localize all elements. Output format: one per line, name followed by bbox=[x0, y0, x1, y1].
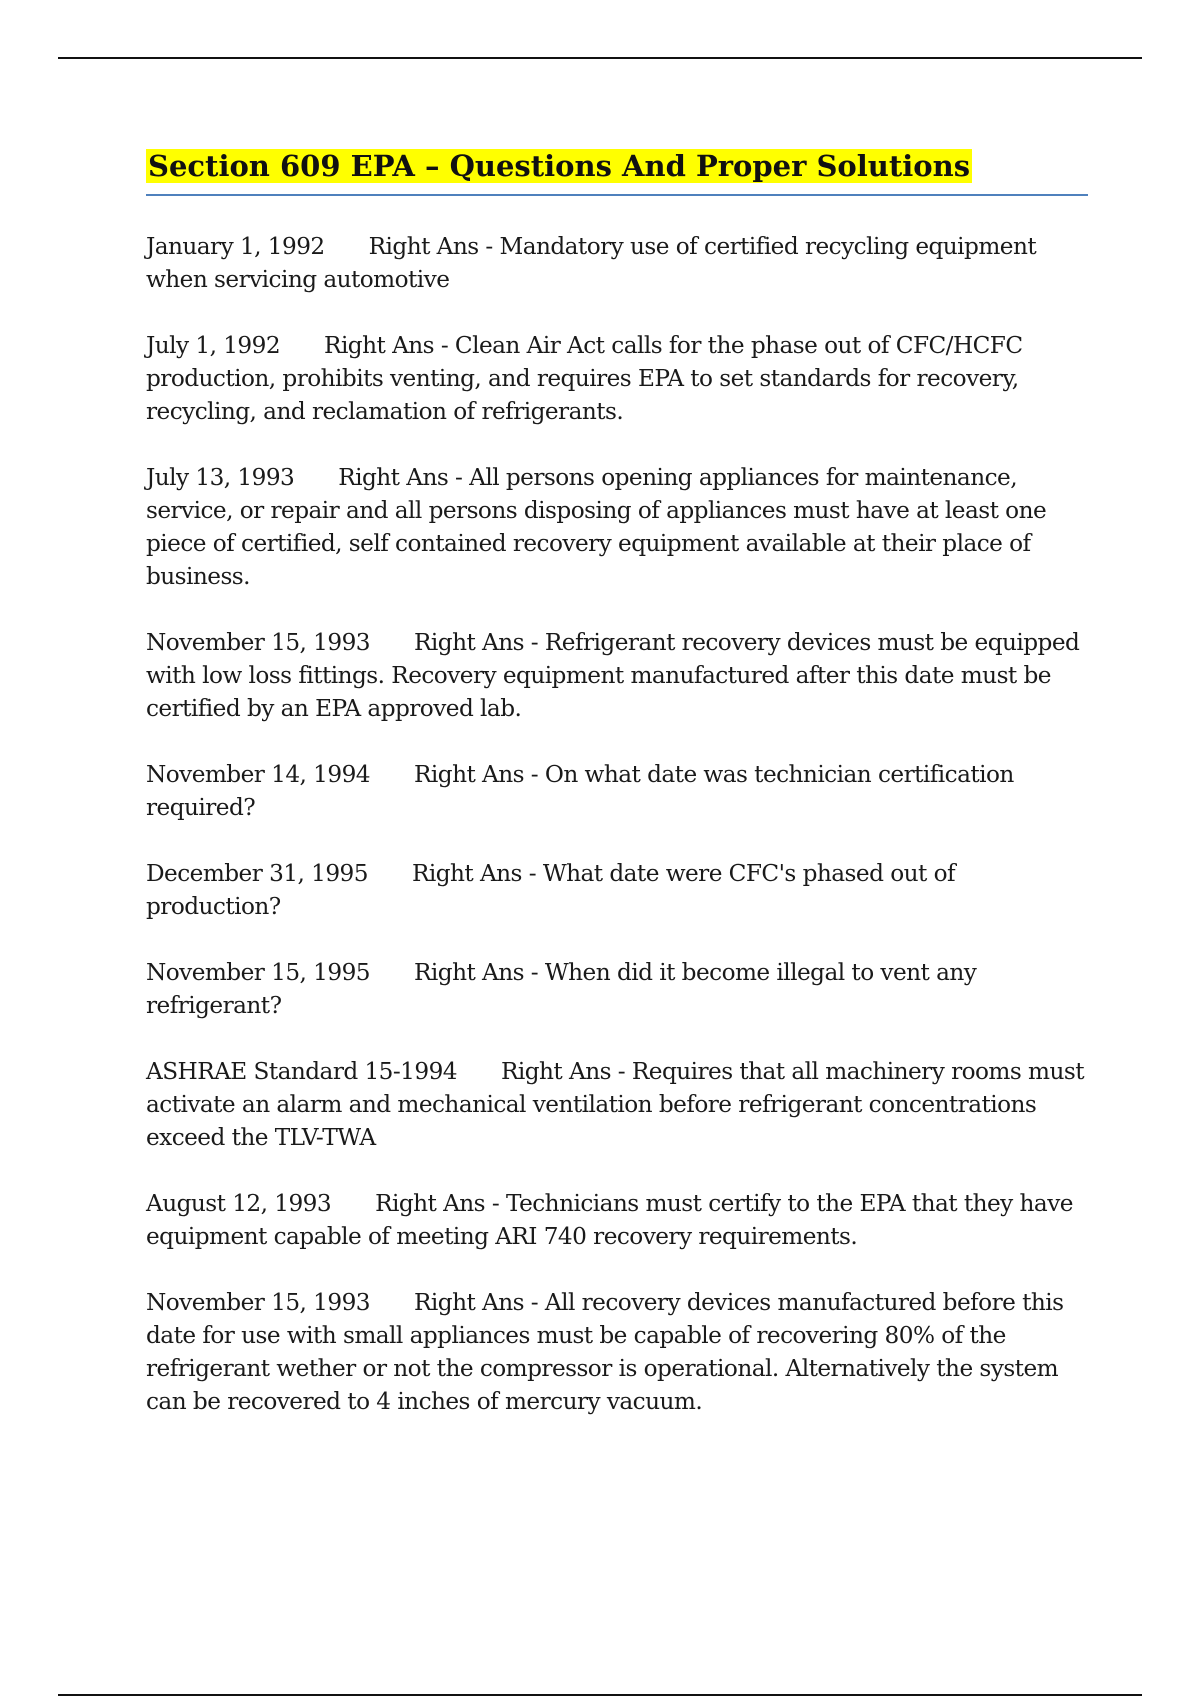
answer-text: Right Ans - Technicians must certify to the EPA that they have equipment capable of meeting ARI 740 recovery requirements. bbox=[146, 1190, 1073, 1250]
answer-text: Right Ans - Refrigerant recovery devices must be equipped with low loss fittings. Recovery equipment manufactured after this date must be certified by an EPA approved lab. bbox=[146, 629, 1080, 722]
answer-text: Right Ans - All persons opening appliances for maintenance, service, or repair and all persons disposing of appliances must have at least one piece of certified, self contained recovery equipment available at their place of business. bbox=[146, 464, 1047, 590]
answer-text: Right Ans - Clean Air Act calls for the phase out of CFC/HCFC production, prohibits venting, and requires EPA to set standards for recovery, recycling, and reclamation of refrigerants. bbox=[146, 332, 1023, 425]
answer-text: Right Ans - When did it become illegal to vent any refrigerant? bbox=[146, 959, 977, 1019]
question-term: November 14, 1994 bbox=[146, 761, 370, 788]
answer-text: Right Ans - What date were CFC's phased out of production? bbox=[146, 860, 956, 920]
answer-text: Right Ans - Mandatory use of certified recycling equipment when servicing automotive bbox=[146, 233, 1037, 293]
qa-item bbox=[146, 626, 1088, 725]
qa-item bbox=[146, 956, 1088, 1022]
question-term: July 13, 1993 bbox=[146, 464, 295, 491]
qa-item bbox=[146, 758, 1088, 824]
question-term: December 31, 1995 bbox=[146, 860, 368, 887]
question-term: August 12, 1993 bbox=[146, 1190, 332, 1217]
question-term: ASHRAE Standard 15-1994 bbox=[146, 1058, 457, 1085]
answer-text: Right Ans - All recovery devices manufactured before this date for use with small appliances must be capable of recovering 80% of the refrigerant wether or not the compressor is operational. Alternatively the system can be recovered to 4 inches of mercury vacuum. bbox=[146, 1289, 1064, 1415]
question-term: November 15, 1995 bbox=[146, 959, 370, 986]
qa-item bbox=[146, 1286, 1088, 1418]
document-title: Section 609 EPA – Questions And Proper Solutions bbox=[148, 149, 971, 183]
question-term: November 15, 1993 bbox=[146, 1289, 370, 1316]
qa-item bbox=[146, 1187, 1088, 1253]
question-term: November 15, 1993 bbox=[146, 629, 370, 656]
qa-item bbox=[146, 461, 1088, 593]
qa-item bbox=[146, 230, 1088, 296]
footer-rule bbox=[58, 1694, 1142, 1696]
question-term: July 1, 1992 bbox=[146, 332, 281, 359]
answer-text: Right Ans - Requires that all machinery rooms must activate an alarm and mechanical ventilation before refrigerant concentrations exceed the TLV-TWA bbox=[146, 1058, 1084, 1151]
qa-item bbox=[146, 1055, 1088, 1154]
answer-text: Right Ans - On what date was technician certification required? bbox=[146, 761, 1014, 821]
qa-item bbox=[146, 329, 1088, 428]
qa-item bbox=[146, 857, 1088, 923]
document-body bbox=[146, 146, 1088, 1451]
question-term: January 1, 1992 bbox=[146, 233, 325, 260]
title-block bbox=[146, 146, 1088, 196]
header-rule bbox=[58, 57, 1142, 59]
